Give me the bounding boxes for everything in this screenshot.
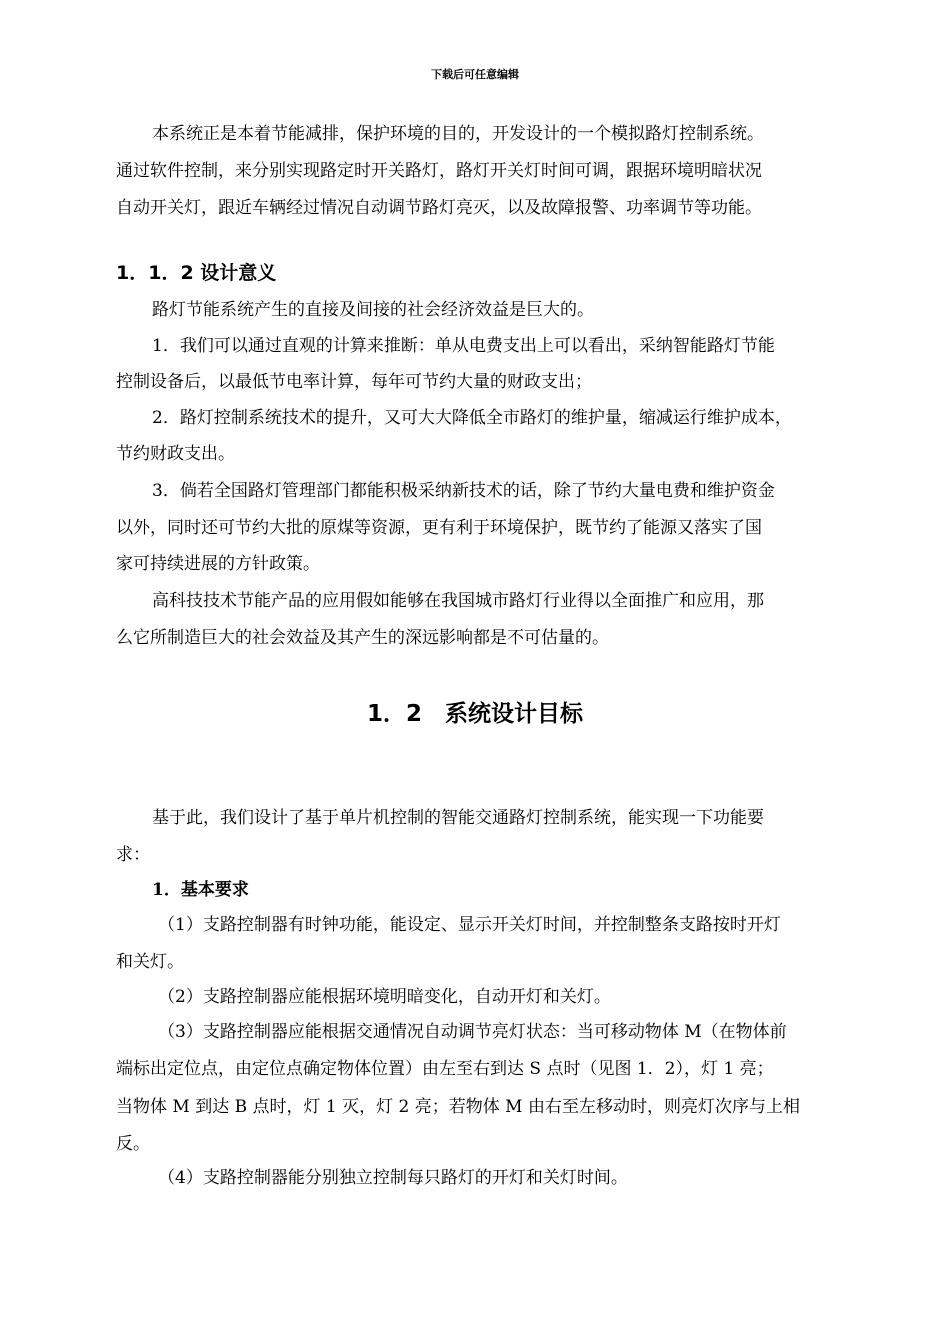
intro-line-3: 自动开关灯，跟近车辆经过情况自动调节路灯亮灭，以及故障报警、功率调节等功能。	[116, 198, 762, 218]
paragraph-line: 以外，同时还可节约大批的原煤等资源，更有利于环境保护，既节约了能源又落实了国	[116, 518, 762, 538]
paragraph-line: 3．倘若全国路灯管理部门都能积极采纳新技术的话，除了节约大量电费和维护资金	[152, 481, 775, 501]
paragraph-line: 2．路灯控制系统技术的提升，又可大大降低全市路灯的维护量，缩减运行维护成本，	[152, 408, 792, 428]
page-header: 下载后可任意编辑	[431, 68, 519, 81]
paragraph-line: 1．我们可以通过直观的计算来推断：单从电费支出上可以看出，采纳智能路灯节能	[152, 336, 775, 356]
list-item: （3）支路控制器应能根据交通情况自动调节亮灯状态：当可移动物体 M（在物体前	[158, 1022, 787, 1042]
list-item: 端标出定位点，由定位点确定物体位置）由左至右到达 S 点时（见图 1．2），灯 1 亮；	[116, 1059, 774, 1079]
paragraph-line: 控制设备后，以最低节电率计算，每年可节约大量的财政支出；	[116, 372, 592, 392]
paragraph-line: 路灯节能系统产生的直接及间接的社会经济效益是巨大的。	[152, 300, 594, 320]
list-item: 当物体 M 到达 B 点时，灯 1 灭，灯 2 亮；若物体 M 由右至左移动时，则亮灯次序与上相	[116, 1097, 800, 1117]
paragraph-line: 么它所制造巨大的社会效益及其产生的深远影响都是不可估量的。	[116, 628, 609, 648]
paragraph-line: 高科技技术节能产品的应用假如能够在我国城市路灯行业得以全面推广和应用，那	[152, 591, 764, 611]
section-heading-1-1-2: 1．1．2 设计意义	[116, 262, 277, 284]
paragraph-line: 家可持续进展的方针政策。	[116, 554, 320, 574]
paragraph-line: 基于此，我们设计了基于单片机控制的智能交通路灯控制系统，能实现一下功能要	[152, 808, 764, 828]
intro-line-2: 通过软件控制，来分别实现路定时开关路灯，路灯开关灯时间可调，跟据环境明暗状况	[116, 161, 762, 181]
list-item: （4）支路控制器能分别独立控制每只路灯的开灯和关灯时间。	[158, 1168, 628, 1188]
list-item: （2）支路控制器应能根据环境明暗变化，自动开灯和关灯。	[158, 987, 611, 1007]
paragraph-line: 求：	[116, 845, 150, 865]
paragraph-line: 节约财政支出。	[116, 444, 235, 464]
section-heading-1-2: 1．2 系统设计目标	[366, 701, 583, 727]
list-item: （1）支路控制器有时钟功能，能设定、显示开关灯时间，并控制整条支路按时开灯	[158, 915, 781, 935]
list-item: 反。	[116, 1134, 150, 1154]
list-item: 和关灯。	[116, 952, 184, 972]
intro-line-1: 本系统正是本着节能减排，保护环境的目的，开发设计的一个模拟路灯控制系统。	[152, 124, 764, 144]
subheading-basic-requirements: 1．基本要求	[152, 880, 249, 900]
